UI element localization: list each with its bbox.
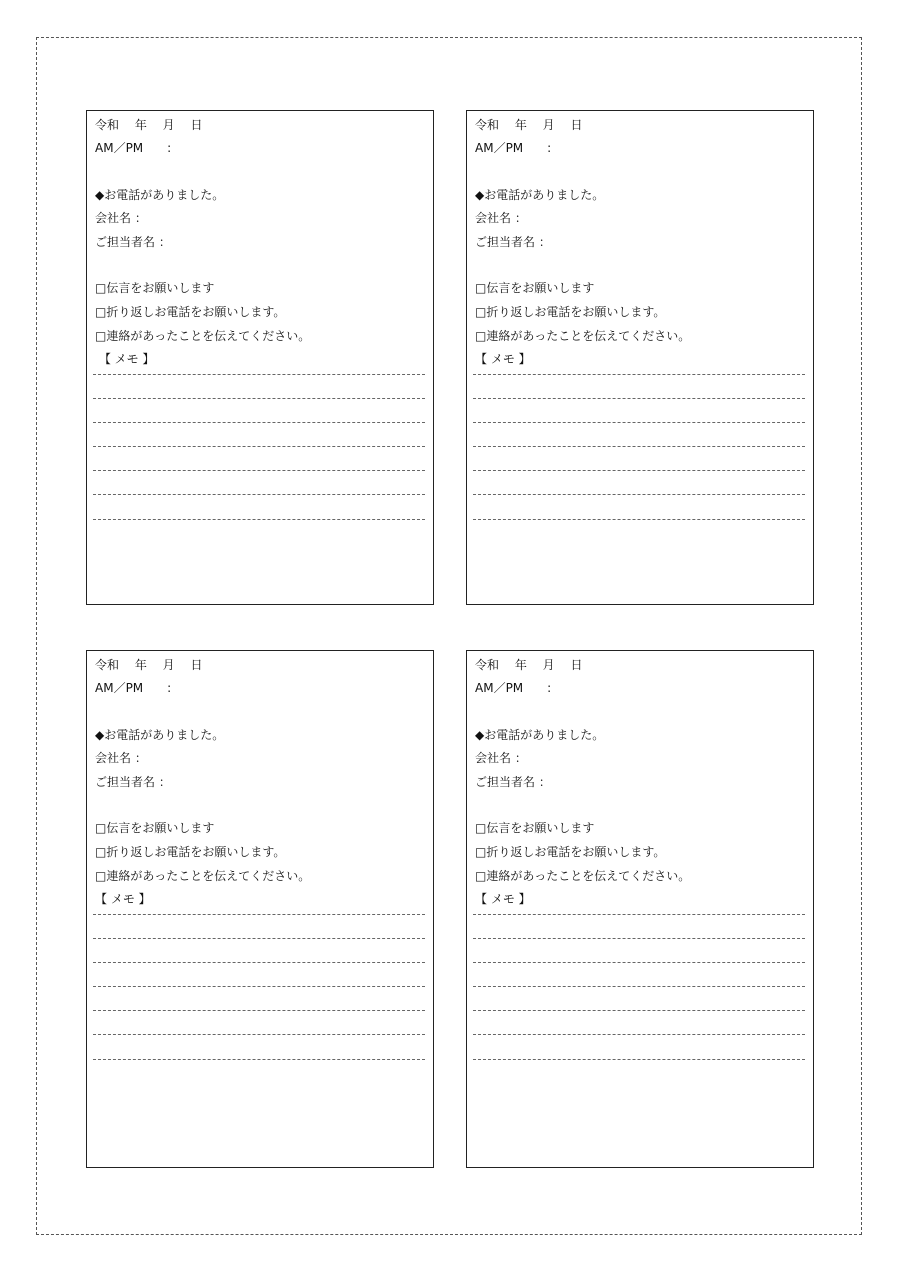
memo-rule [93, 374, 425, 375]
check-item-callback: □折り返しお電話をお願いします。 [475, 305, 666, 319]
check-item-notify: □連絡があったことを伝えてください。 [475, 329, 691, 343]
phone-memo-card [466, 110, 814, 605]
person-line: ご担当者名 ： [475, 235, 551, 249]
company-line: 会社名 ： [475, 211, 527, 225]
memo-rule [93, 519, 425, 520]
memo-rule [93, 962, 425, 963]
memo-rule [93, 1034, 425, 1035]
memo-rule [93, 986, 425, 987]
memo-rule [473, 914, 805, 915]
date-line: 令和 年 月 日 [475, 118, 583, 132]
memo-rule [93, 446, 425, 447]
time-line: AM／PM : [475, 141, 552, 155]
check-item-message: □伝言をお願いします [475, 821, 595, 835]
person-line: ご担当者名 ： [95, 775, 171, 789]
memo-rule [473, 986, 805, 987]
company-line: 会社名 ： [95, 211, 147, 225]
memo-label: 【 メモ 】 [475, 352, 531, 366]
check-item-callback: □折り返しお電話をお願いします。 [95, 845, 286, 859]
memo-rule [473, 422, 805, 423]
check-item-notify: □連絡があったことを伝えてください。 [95, 329, 311, 343]
check-item-message: □伝言をお願いします [95, 281, 215, 295]
memo-rule [473, 398, 805, 399]
date-line: 令和 年 月 日 [95, 118, 203, 132]
person-line: ご担当者名 ： [475, 775, 551, 789]
check-item-message: □伝言をお願いします [95, 821, 215, 835]
memo-label: 【 メモ 】 [95, 892, 151, 906]
memo-rule [93, 470, 425, 471]
memo-rule [473, 470, 805, 471]
memo-rule [93, 398, 425, 399]
company-line: 会社名 ： [475, 751, 527, 765]
memo-rule [473, 938, 805, 939]
call-heading: ◆お電話がありました。 [475, 188, 605, 202]
company-line: 会社名 ： [95, 751, 147, 765]
call-heading: ◆お電話がありました。 [95, 188, 225, 202]
phone-memo-card [86, 650, 434, 1168]
time-line: AM／PM : [475, 681, 552, 695]
check-item-callback: □折り返しお電話をお願いします。 [95, 305, 286, 319]
time-line: AM／PM : [95, 141, 172, 155]
memo-rule [93, 494, 425, 495]
memo-rule [473, 1034, 805, 1035]
memo-rule [93, 938, 425, 939]
memo-label: 【 メモ 】 [95, 352, 155, 366]
memo-rule [473, 374, 805, 375]
memo-rule [473, 1059, 805, 1060]
memo-rule [473, 962, 805, 963]
memo-rule [93, 1010, 425, 1011]
memo-rule [93, 914, 425, 915]
phone-memo-card [86, 110, 434, 605]
check-item-callback: □折り返しお電話をお願いします。 [475, 845, 666, 859]
memo-rule [93, 1059, 425, 1060]
check-item-notify: □連絡があったことを伝えてください。 [95, 869, 311, 883]
call-heading: ◆お電話がありました。 [475, 728, 605, 742]
phone-memo-card [466, 650, 814, 1168]
memo-rule [93, 422, 425, 423]
call-heading: ◆お電話がありました。 [95, 728, 225, 742]
person-line: ご担当者名 ： [95, 235, 171, 249]
date-line: 令和 年 月 日 [95, 658, 203, 672]
memo-rule [473, 1010, 805, 1011]
memo-rule [473, 494, 805, 495]
memo-label: 【 メモ 】 [475, 892, 531, 906]
check-item-message: □伝言をお願いします [475, 281, 595, 295]
memo-rule [473, 446, 805, 447]
time-line: AM／PM : [95, 681, 172, 695]
date-line: 令和 年 月 日 [475, 658, 583, 672]
check-item-notify: □連絡があったことを伝えてください。 [475, 869, 691, 883]
memo-rule [473, 519, 805, 520]
